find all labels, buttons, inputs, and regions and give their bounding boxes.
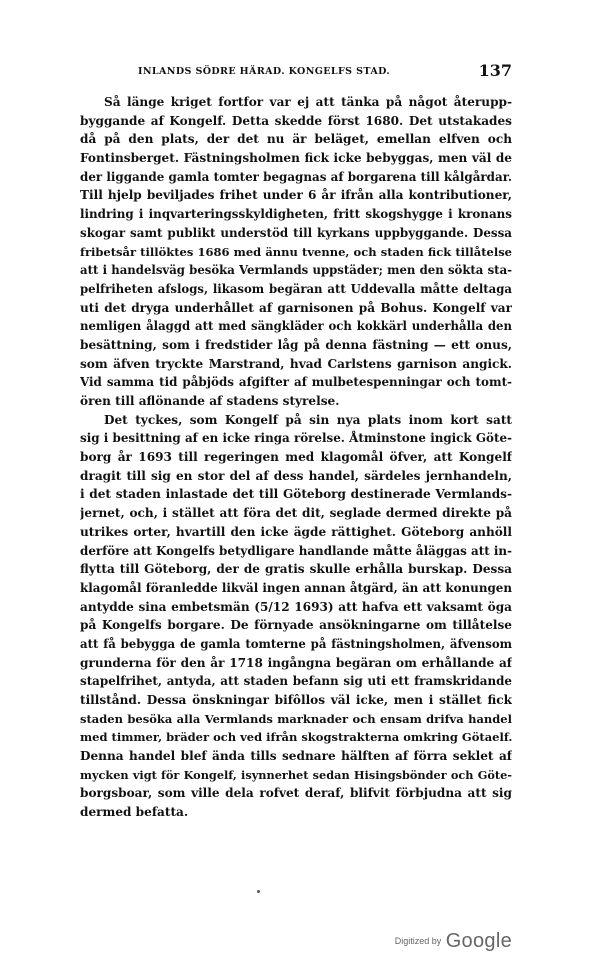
text-line: grunderna för den år 1718 ingångna begäran om erhållande af — [80, 655, 512, 670]
text-line: byggande af Kongelf. Detta skedde först 1680. Det utstakades — [80, 113, 512, 128]
ink-speck — [257, 890, 260, 893]
text-line: som äfven tryckte Marstrand, hvad Carlstens garnison angick. — [80, 356, 512, 371]
text-line: borgsboar, som ville dela rofvet deraf, blifvit förbjudna att sig — [80, 786, 512, 801]
text-line: dragit till sig en stor del af dess handel, särdeles jernhandeln, — [80, 468, 512, 483]
running-title: INLANDS SÖDRE HÄRAD. KONGELFS STAD. — [138, 66, 391, 77]
text-line: Denna handel blef ända tills sednare hälften af förra seklet af — [80, 749, 512, 764]
text-line: i det staden inlastade det till Göteborg destinerade Vermlands- — [80, 487, 512, 502]
text-line: jernet, och, i stället att föra det dit, seglade dermed direkte på — [80, 506, 512, 521]
text-line: Vid samma tid påbjöds afgifter af mulbetespenningar och tomt- — [80, 375, 512, 390]
text-line: dermed befatta. — [80, 805, 189, 820]
text-line: nemligen ålaggd att med sängkläder och kokkärl underhålla den — [80, 319, 512, 334]
text-line: utrikes orter, hvartill den icke ägde rättighet. Göteborg anhöll — [80, 524, 512, 539]
text-line: Det tyckes, som Kongelf på sin nya plats inom kort satt — [104, 412, 512, 427]
body-text — [80, 93, 512, 822]
digitized-watermark — [395, 930, 512, 953]
text-line: der liggande gamla tomter begagnas af borgarena till kålgårdar. — [80, 169, 512, 184]
text-line: derföre att Kongelfs betydligare handlande måtte åläggas att in- — [80, 543, 512, 558]
page-header — [94, 62, 512, 84]
text-line: Så länge kriget fortfor var ej att tänka på något återupp- — [104, 95, 512, 109]
text-line: tillstånd. Dessa önskningar bifôllos väl icke, men i stället fick — [80, 693, 512, 707]
text-line: borg år 1693 till regeringen med klagomål öfver, att Kongelf — [80, 450, 512, 465]
text-line: stapelfrihet, antyda, att staden befann sig uti ett framskridande — [80, 674, 512, 689]
text-line: flytta till Göteborg, der de gratis skulle erhålla burskap. Dessa — [80, 562, 512, 577]
text-line: sig i besittning af en icke ringa rörelse. Åtminstone ingick Göte- — [80, 431, 512, 446]
text-line: då på den plats, der det nu är beläget, emellan elfven och — [80, 132, 512, 147]
text-line: fribetsår tillöktes 1686 med ännu tvenne, och staden fick tillåtelse — [80, 244, 512, 259]
digitized-by-label: Digitized by — [394, 936, 442, 946]
text-line: ören till aflönande af stadens styrelse. — [80, 394, 340, 408]
text-line: lindring i inqvarteringsskyldigheten, fritt skogshygge i kronans — [80, 207, 512, 222]
text-line: staden besöka alla Vermlands marknader och ensam drifva handel — [80, 711, 512, 726]
text-line: på Kongelfs borgare. De förnyade ansökningarne om tillåtelse — [80, 618, 512, 633]
text-line: Fontinsberget. Fästningsholmen fick icke bebyggas, men väl de — [80, 151, 512, 166]
text-line: Till hjelp beviljades frihet under 6 år ifrån alla kontributioner, — [80, 188, 512, 203]
google-logo: Google — [445, 930, 512, 952]
text-line: klagomål föranledde likväl ingen annan åtgärd, än att konungen — [80, 580, 512, 595]
page-number: 137 — [478, 61, 512, 80]
text-line: besättning, som i fredstider låg på denna fästning — ett onus, — [80, 337, 512, 352]
text-line: pelfriheten afslogs, likasom begäran att Uddevalla måtte deltaga — [80, 281, 512, 296]
text-line: uti det dryga underhållet af garnisonen på Bohus. Kongelf var — [80, 300, 512, 315]
text-line: att få bebygga de gamla tomterne på fästningsholmen, äfvensom — [80, 636, 512, 651]
text-line: att i handelsväg besöka Vermlands uppstäder; men den sökta sta- — [80, 263, 512, 278]
text-line: med timmer, bräder och ved ifrån skogstrakterna omkring Götaelf. — [80, 730, 512, 745]
text-line: mycken vigt för Kongelf, isynnerhet sedan Hisingsbönder och Göte- — [80, 767, 512, 782]
text-line: antydde sina embetsmän (5/12 1693) att hafva ett vaksamt öga — [80, 599, 512, 614]
text-line: skogar samt publikt understöd till kyrkans uppbyggande. Dessa — [80, 225, 512, 240]
